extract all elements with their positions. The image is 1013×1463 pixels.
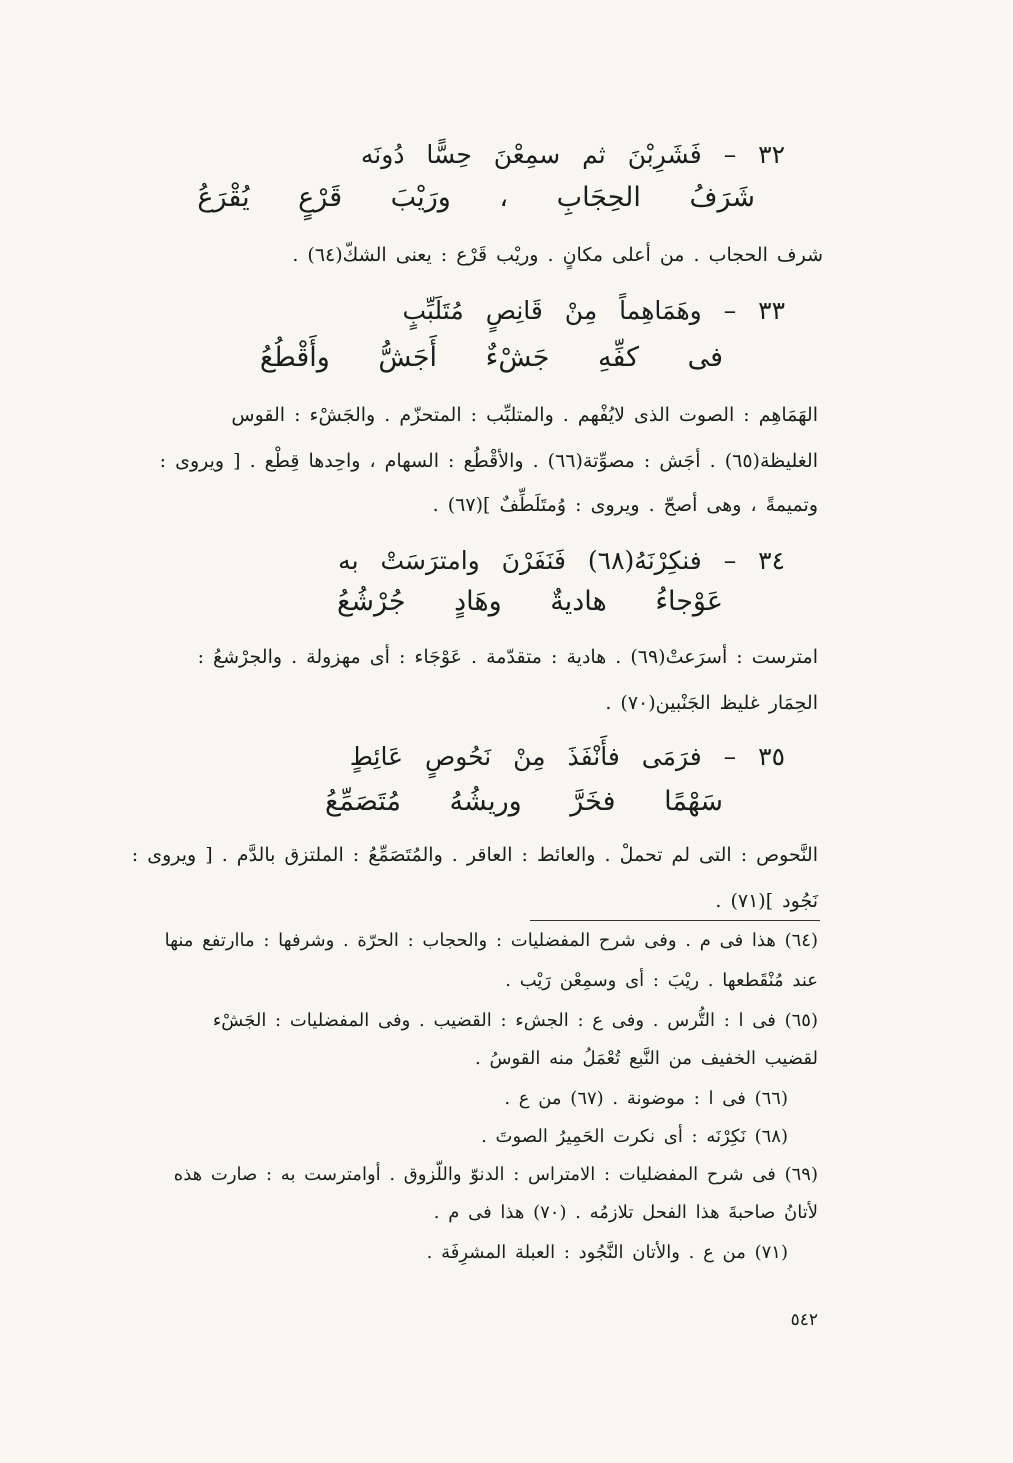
- verse-33-commentary-line-3: وتميمةً ، وهى أصحّ . ويروى : وُمتَلَطِّفٌ ](٦٧) .: [432, 494, 818, 516]
- page-number: ٥٤٢: [790, 1310, 818, 1330]
- footnote-line-3: (٦٥) فى ا : التُّرس . وفى ع : الجشء : القضيب . وفى المفضليات : الجَشْء: [212, 1010, 818, 1031]
- footnote-line-6: (٦٨) نَكِرْنَه : أى نكرت الحَمِيرُ الصوتَ .: [481, 1126, 788, 1147]
- verse-33-commentary-line-2: الغليظة(٦٥) . أجَش : مصوِّتة(٦٦) . والأقْطُع : السهام ، واحِدها قِطْع . [ ويروى :: [159, 450, 818, 472]
- verse-34-commentary-line-2: الحِمَار غليظ الجَنْبين(٧٠) .: [605, 692, 818, 714]
- verse-35-first-hemistich: ٣٥ – فرَمَى فأَنْفَذَ مِنْ نَحُوصٍ عَائِطٍ: [349, 742, 785, 771]
- footnote-separator: [530, 920, 820, 921]
- verse-35-second-hemistich: سَهْمًا فخَرَّ وريشُهُ مُتَصَمِّعُ: [324, 786, 723, 817]
- footnote-line-2: عند مُنْقَطعها . ريْبَ : أى وسمِعْن رَيْب .: [505, 970, 818, 991]
- verse-34-commentary-line-1: امترست : أسرَعتْ(٦٩) . هادية : متقدّمة . عَوْجَاء : أى مهزولة . والجرْشعُ :: [197, 646, 818, 668]
- verse-33-second-hemistich: فى كفِّهِ جَشْءٌ أَجَشُّ وأَقْطُعُ: [259, 342, 723, 373]
- footnote-line-9: (٧١) من ع . والأتان النَّجُود : العبلة المشرِفَة .: [426, 1242, 788, 1263]
- verse-35-commentary-line-1: النَّحوص : التى لم تحملْ . والعائط : العاقر . والمُتَصَمِّعُ : الملتزق بالدَّم . [ ويروى :: [131, 844, 818, 866]
- verse-34-second-hemistich: عَوْجاءُ هاديةٌ وهَادٍ جُرْشُعُ: [336, 586, 723, 617]
- footnote-line-4: لقضيب الخفيف من النَّبع تُعْمَلُ منه القوسُ .: [475, 1048, 818, 1069]
- verse-33-commentary-line-1: الهَمَاهِم : الصوت الذى لايُفْهم . والمتلبِّب : المتحزّم . والجَشْء : القوس: [231, 404, 818, 426]
- verse-32-second-hemistich: شَرَفُ الحِجَابِ ، ورَيْبَ قَرْعٍ يُقْرَعُ: [197, 182, 755, 213]
- verse-35-commentary-line-2: نَجُود ](٧١) .: [715, 890, 818, 912]
- verse-33-first-hemistich: ٣٣ – وهَمَاهِماً مِنْ قَانِصٍ مُتَلَبِّبٍ: [402, 296, 785, 325]
- verse-32-commentary: شرف الحجاب . من أعلى مكانٍ . وريْب قَرْع : يعنى الشكّ(٦٤) .: [292, 244, 823, 266]
- verse-32-first-hemistich: ٣٢ – فَشَرِبْنَ ثم سمِعْنَ حِسًّا دُونَه: [360, 140, 785, 169]
- footnote-line-5: (٦٦) فى ا : موضونة . (٦٧) من ع .: [504, 1088, 788, 1109]
- footnote-line-8: لأتانُ صاحبةَ هذا الفحل تلازمُه . (٧٠) هذا فى م .: [433, 1202, 818, 1223]
- verse-34-first-hemistich: ٣٤ – فنكِرْنَهُ(٦٨) فَنَفَرْنَ وامترَسَتْ به: [338, 546, 785, 575]
- footnote-line-1: (٦٤) هذا فى م . وفى شرح المفضليات : والحجاب : الحرّة . وشرفها : ماارتفع منها: [164, 930, 818, 951]
- footnote-line-7: (٦٩) فى شرح المفضليات : الامتراس : الدنوّ واللّزوق . أوامترست به : صارت هذه: [173, 1164, 818, 1185]
